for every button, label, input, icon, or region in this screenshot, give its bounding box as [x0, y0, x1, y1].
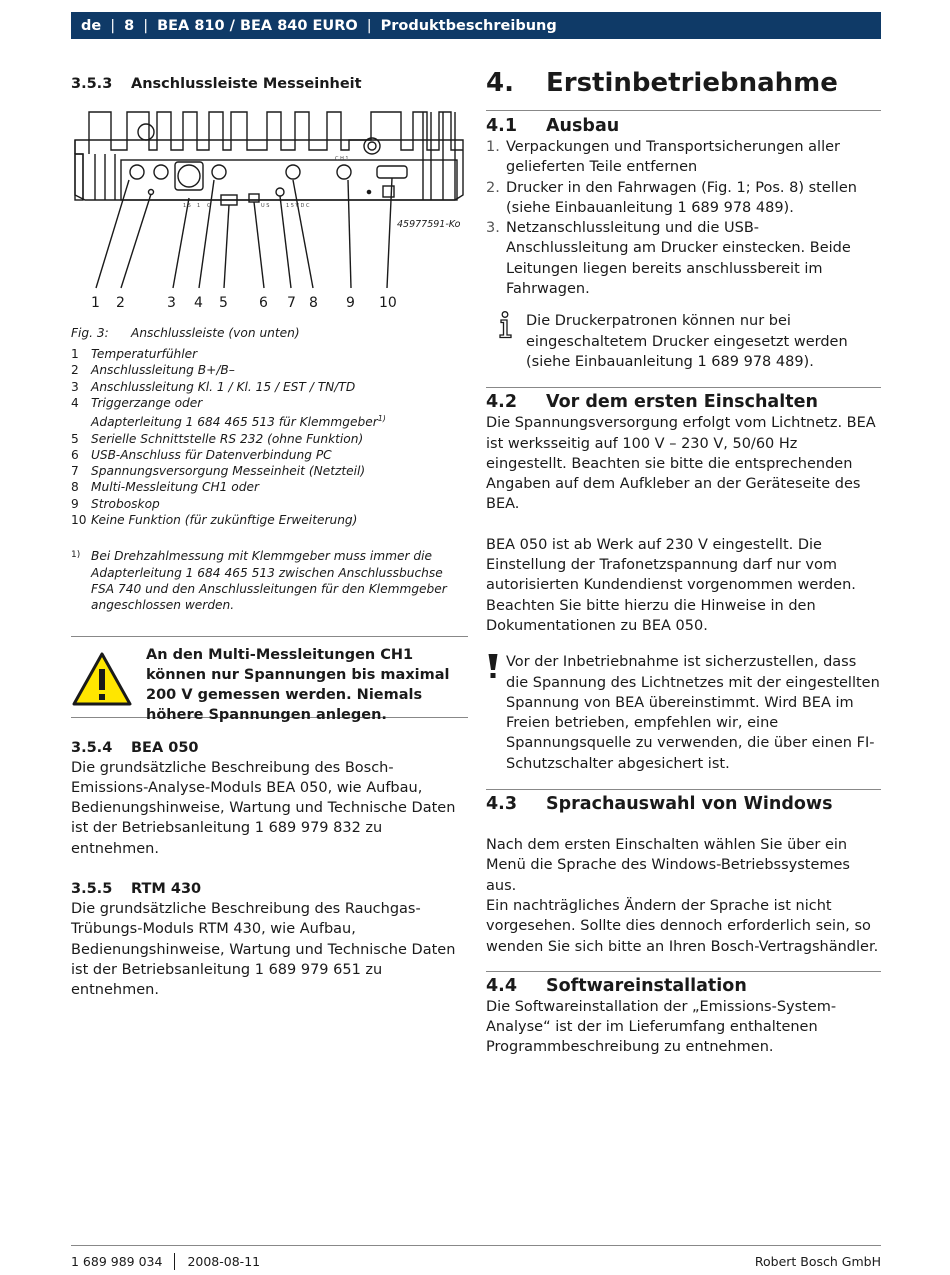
section-3-5-5-text: Die grundsätzliche Beschreibung des Rauchgas-Trübungs-Moduls RTM 430, wie Aufbau, Bedienungshinweise, Wartung und Technische Daten ist der Betriebsanleitung 1 689 979 651 zu entnehmen.	[71, 901, 456, 999]
caution-note-text: Vor der Inbetriebnahme ist sicherzustellen, dass die Spannung des Lichtnetzes mit der eingestellten Spannung von BEA übereinstimmt. Wird BEA im Freien betrieben, empfehlen wir, eine Spannungsquelle zu verwenden, die über einen FI-Schutzschalter abgesichert ist.	[506, 654, 880, 772]
company-name: Robert Bosch GmbH	[754, 1254, 881, 1269]
connector-panel-figure	[71, 110, 468, 320]
divider	[486, 387, 881, 388]
section-4-2-paragraph-1: Die Spannungsversorgung erfolgt vom Lichtnetz. BEA ist werksseitig auf 100 V – 230 V, 50/60 Hz eingestellt. Beachten sie bitte die entsprechenden Angaben auf dem Aufkleber an der Geräteseite des BEA.	[486, 415, 876, 513]
list-item: 3. Netzanschlussleitung und die USB-Anschlussleitung am Drucker einstecken. Beide Leitungen liegen bereits anschlussbereit im Fahrwagen.	[486, 220, 851, 298]
list-item: 1. Verpackungen und Transportsicherungen aller gelieferten Teile entfernen	[486, 139, 840, 176]
header-page-number: 8	[124, 17, 135, 34]
legend-item: 4 Triggerzange oder	[71, 395, 203, 410]
section-3-5-5	[71, 879, 468, 1000]
panel-label: 1 5	[183, 203, 191, 209]
legend-item: 10 Keine Funktion (für zukünftige Erweiterung)	[71, 513, 358, 528]
warning-text: An den Multi-Messleitungen CH1 können nur Spannungen bis maximal 200 V gemessen werden. Niemals höhere Spannungen anlegen.	[146, 646, 450, 724]
callout-number: 5	[219, 295, 228, 311]
left-column	[71, 74, 468, 1000]
document-number: 1 689 989 034	[71, 1254, 163, 1269]
section-4-3-paragraph-1: Nach dem ersten Einschalten wählen Sie über ein Menü die Sprache des Windows-Betriebssystemes aus.	[486, 837, 850, 894]
panel-label: C	[207, 203, 211, 209]
heading-4-2: 4.2 Vor dem ersten Einschalten	[486, 392, 818, 413]
connector-panel-drawing	[71, 110, 468, 320]
legend-item: 9 Stroboskop	[71, 496, 160, 511]
callout-number: 7	[287, 295, 296, 311]
legend-item: 7 Spannungsversorgung Messeinheit (Netzteil)	[71, 464, 366, 479]
footnote-marker: 1)	[377, 414, 386, 424]
info-note-text: Die Druckerpatronen können nur bei eingeschaltetem Drucker eingesetzt werden (siehe Einbauanleitung 1 689 978 489).	[526, 313, 848, 370]
info-note	[486, 311, 881, 372]
divider	[486, 110, 881, 111]
header-product: BEA 810 / BEA 840 EURO	[157, 17, 358, 34]
figure-caption	[71, 326, 468, 340]
divider	[486, 971, 881, 972]
chapter-title: 4. Erstinbetriebnahme	[486, 68, 838, 98]
footnote-text: Bei Drehzahlmessung mit Klemmgeber muss immer die Adapterleitung 1 684 465 513 zwischen Anschlussbuchse FSA 740 und den Anschlussleitungen für den Klemmgeber angeschlossen werden.	[91, 549, 447, 613]
figure-caption-text: Anschlussleiste (von unten)	[131, 326, 300, 340]
legend-item: 5 Serielle Schnittstelle RS 232 (ohne Funktion)	[71, 431, 364, 446]
callout-number: 1	[91, 295, 100, 311]
header-section: Produktbeschreibung	[380, 17, 557, 34]
panel-label: C H 1	[335, 156, 349, 162]
legend-item: 8 Multi-Messleitung CH1 oder	[71, 480, 260, 495]
page-footer	[71, 1253, 881, 1270]
legend-item: 2 Anschlussleitung B+/B–	[71, 363, 235, 378]
callout-number: 8	[309, 295, 318, 311]
callout-number: 2	[116, 295, 125, 311]
footnote	[71, 548, 468, 613]
info-icon	[486, 311, 526, 372]
divider	[486, 789, 881, 790]
section-3-5-4-text: Die grundsätzliche Beschreibung des Bosch-Emissions-Analyse-Moduls BEA 050, wie Aufbau, Bedienungshinweise, Wartung und Technische Daten ist der Betriebsanleitung 1 689 979 832 zu entnehmen.	[71, 759, 456, 857]
section-4-4-text: Die Softwareinstallation der „Emissions-System-Analyse“ ist der im Lieferumfang enthaltenen Programmbeschreibung zu entnehmen.	[486, 998, 837, 1056]
footnote-mark: 1)	[71, 550, 81, 561]
section-3-5-4	[71, 738, 468, 859]
setup-steps	[486, 137, 881, 299]
legend-item: Adapterleitung 1 684 465 513 für Klemmgeber$^{1)}$	[91, 414, 386, 430]
heading-4-4: 4.4 Softwareinstallation	[486, 975, 747, 996]
legend-item: 6 USB-Anschluss für Datenverbindung PC	[71, 447, 332, 462]
exclamation-icon	[486, 652, 506, 774]
panel-label: 1 5 V D C	[286, 203, 310, 209]
figure-reference-number: 45977591-Ko	[397, 219, 461, 230]
legend-item: 1 Temperaturfühler	[71, 347, 198, 361]
callout-number: 3	[167, 295, 176, 311]
heading-3-5-4: 3.5.4 BEA 050	[71, 739, 199, 756]
caution-note	[486, 652, 881, 774]
callout-number: 10	[379, 295, 397, 311]
callout-number: 6	[259, 295, 268, 311]
heading-4-3: 4.3 Sprachauswahl von Windows	[486, 794, 833, 815]
figure-legend	[71, 346, 468, 528]
right-column	[486, 66, 881, 1058]
heading-3-5-5: 3.5.5 RTM 430	[71, 881, 202, 897]
header-bar: de | 8 | BEA 810 / BEA 840 EURO | Produktbeschreibung	[71, 12, 881, 39]
section-4-2-paragraph-2: BEA 050 ist ab Werk auf 230 V eingestellt. Die Einstellung der Trafonetzspannung darf nur vom autorisierten Kundendienst vorgenommen werden. Beachten Sie bitte hierzu die Hinweise in den Dokumentationen zu BEA 050.	[486, 536, 856, 634]
heading-4-1: 4.1 Ausbau	[486, 116, 620, 136]
header-lang: de	[81, 17, 102, 34]
document-date: 2008-08-11	[187, 1254, 261, 1269]
warning-box	[71, 636, 468, 724]
list-item: 2. Drucker in den Fahrwagen (Fig. 1; Pos. 8) stellen (siehe Einbauanleitung 1 689 978 489).	[486, 179, 857, 216]
heading-3-5-3: 3.5.3 Anschlussleiste Messeinheit	[71, 76, 362, 92]
figure-caption-label: Fig. 3:	[71, 326, 109, 340]
section-4-3-paragraph-2: Ein nachträgliches Ändern der Sprache ist nicht vorgesehen. Sollte dies dennoch erforderlich sein, so wenden Sie sich bitte an Ihren Bosch-Vertragshändler.	[486, 897, 879, 955]
panel-label: 1	[197, 203, 201, 209]
warning-triangle-icon	[71, 645, 146, 717]
footer-divider	[71, 1245, 881, 1246]
callout-number: 9	[346, 295, 355, 311]
panel-label: U S	[261, 203, 270, 209]
legend-item: 3 Anschlussleitung Kl. 1 / Kl. 15 / EST / TN/TD	[71, 379, 356, 394]
callout-number: 4	[194, 295, 203, 311]
